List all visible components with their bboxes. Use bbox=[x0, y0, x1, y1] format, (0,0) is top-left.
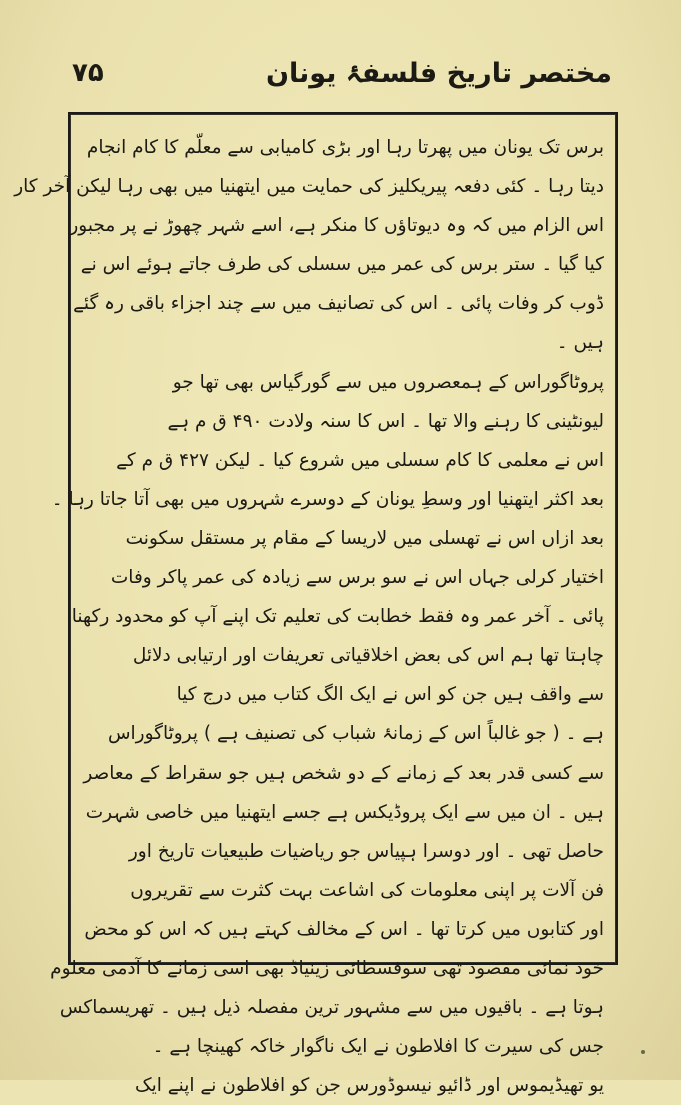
text-line: جس کی سیرت کا افلاطون نے ایک ناگوار خاکہ کھینچا ہے ۔ bbox=[152, 1036, 604, 1058]
page-speck bbox=[641, 1050, 645, 1054]
text-line: بعد اکثر ایتھنیا اور وسطِ یونان کے دوسرے شہروں میں بھی آتا جاتا رہا ۔ bbox=[51, 488, 604, 510]
page-header bbox=[72, 52, 612, 104]
text-line: ہوتا ہے ۔ باقیوں میں سے مشہور ترین مفصلہ ذیل ہیں ۔ تھریسماکس bbox=[59, 997, 604, 1019]
text-line: برس تک یونان میں پھرتا رہا اور بڑی کامیابی سے معلّم کا کام انجام bbox=[86, 137, 604, 158]
text-line: اختیار کرلی جہاں اس نے سو برس سے زیادہ کی عمر پاکر وفات bbox=[110, 567, 604, 589]
text-line: اس الزام میں کہ وہ دیوتاؤں کا منکر ہے، اسے شہر چھوڑ نے پر مجبور bbox=[69, 215, 604, 237]
text-line: سے واقف ہیں جن کو اس نے ایک الگ کتاب میں درج کیا bbox=[176, 684, 604, 706]
page-number: ۷۵ bbox=[72, 58, 104, 88]
text-line: پروٹاگوراس کے ہمعصروں میں سے گورگیاس بھی تھا جو bbox=[172, 371, 604, 393]
text-line: حاصل تھی ۔ اور دوسرا ہپیاس جو ریاضیات طبیعیات تاریخ اور bbox=[128, 840, 604, 862]
text-line: ہے ۔ ( جو غالباً اس کے زمانۂ شباب کی تصنیف ہے ) پروٹاگوراس bbox=[107, 723, 604, 745]
text-line: ڈوب کر وفات پائی ۔ اس کی تصانیف میں سے چند اجزاء باقی رہ گئے bbox=[73, 293, 604, 315]
text-line: ہیں ۔ bbox=[556, 332, 604, 354]
text-line: یو تھیڈیموس اور ڈائیو نیسوڈورس جن کو افلاطون نے اپنے ایک bbox=[135, 1075, 604, 1097]
text-line: فن آلات پر اپنی معلومات کی اشاعت بہت کثرت سے تقریروں bbox=[130, 879, 604, 901]
text-line: لیونٹینی کا رہنے والا تھا ۔ اس کا سنہ ولادت ۴۹۰ ق م ہے bbox=[167, 410, 604, 432]
text-line: پائی ۔ آخر عمر وہ فقط خطابت کی تعلیم تک اپنے آپ کو محدود رکھنا bbox=[71, 606, 604, 628]
running-title: مختصر تاریخ فلسفۂ یونان bbox=[265, 58, 612, 89]
text-line: اس نے معلمی کا کام سسلی میں شروع کیا ۔ لیکن ۴۲۷ ق م کے bbox=[116, 449, 604, 471]
text-line: خود نمائی مقصود تھی سوفسطائی زینیاڈ بھی اسی زمانے کا آدمی معلوم bbox=[50, 957, 604, 979]
text-line: ہیں ۔ ان میں سے ایک پروڈیکس ہے جسے ایتھنیا میں خاصی شہرت bbox=[85, 801, 604, 823]
body-text bbox=[14, 128, 604, 1105]
text-line: اور کتابوں میں کرتا تھا ۔ اس کے مخالف کہتے ہیں کہ اس کو محض bbox=[84, 918, 604, 940]
text-line: دیتا رہا ۔ کئی دفعہ پیریکلیز کی حمایت میں ایتھنیا میں بھی رہا لیکن آخر کار bbox=[14, 176, 604, 198]
text-line: بعد ازاں اس نے تھسلی میں لاریسا کے مقام پر مستقل سکونت bbox=[125, 527, 604, 549]
text-line: چاہتا تھا ہم اس کی بعض اخلاقیاتی تعریفات اور ارتیابی دلائل bbox=[132, 645, 604, 667]
text-line: کیا گیا ۔ ستر برس کی عمر میں سسلی کی طرف جاتے ہوئے اس نے bbox=[80, 254, 604, 276]
text-line: سے کسی قدر بعد کے زمانے کے دو شخص ہیں جو سقراط کے معاصر bbox=[83, 762, 604, 784]
